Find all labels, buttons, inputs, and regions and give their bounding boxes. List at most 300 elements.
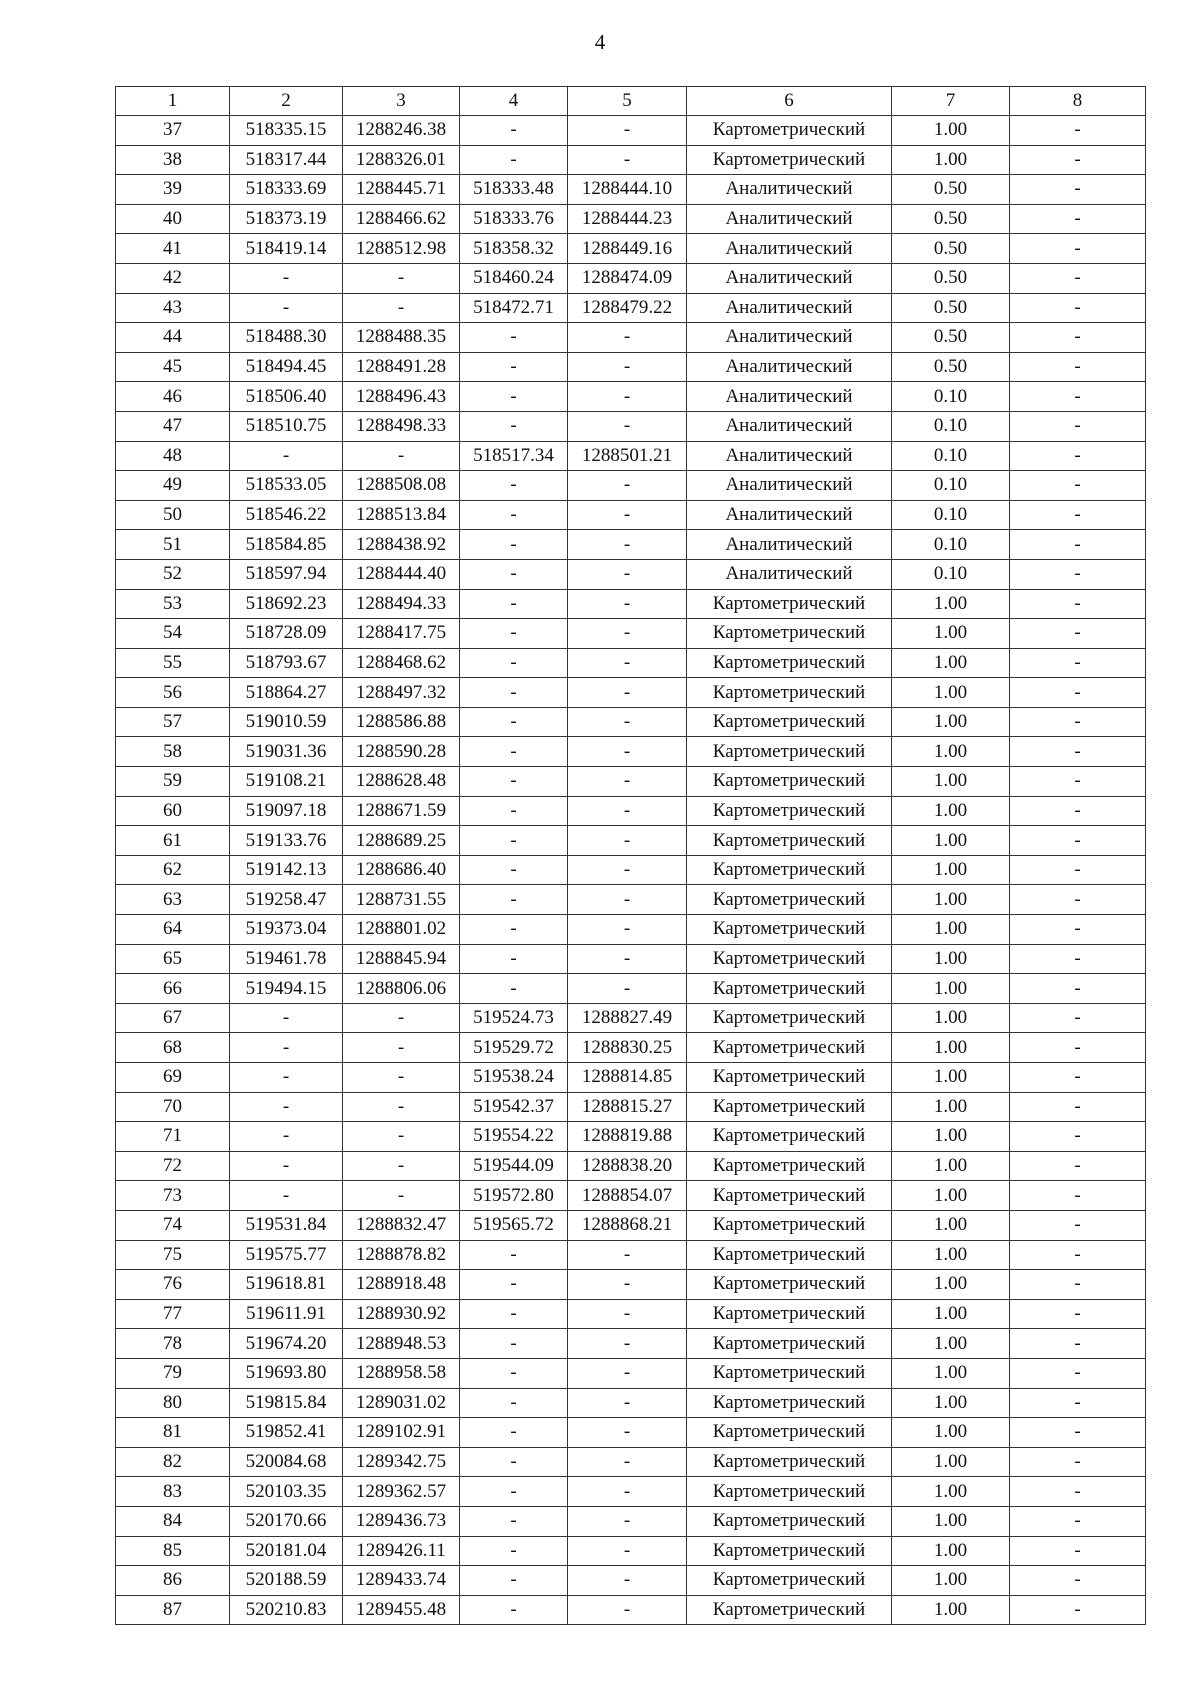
method-cell: Аналитический	[687, 234, 892, 264]
x-existing-cell: 518793.67	[230, 648, 343, 678]
y-existing-cell: 1288496.43	[343, 382, 460, 412]
x-new-cell: 519538.24	[460, 1063, 568, 1093]
x-existing-cell: 519097.18	[230, 796, 343, 826]
description-cell: -	[1010, 1506, 1146, 1536]
y-new-cell: -	[568, 352, 687, 382]
y-new-cell: -	[568, 648, 687, 678]
y-new-cell: -	[568, 944, 687, 974]
point-number-cell: 84	[116, 1506, 230, 1536]
accuracy-cell: 1.00	[892, 1447, 1010, 1477]
y-new-cell: -	[568, 1270, 687, 1300]
x-new-cell: -	[460, 648, 568, 678]
method-cell: Картометрический	[687, 974, 892, 1004]
y-existing-cell: 1288878.82	[343, 1240, 460, 1270]
x-existing-cell: 519142.13	[230, 855, 343, 885]
y-existing-cell: 1288806.06	[343, 974, 460, 1004]
x-existing-cell: 518597.94	[230, 559, 343, 589]
y-new-cell: -	[568, 589, 687, 619]
x-existing-cell: -	[230, 1063, 343, 1093]
y-existing-cell: 1288512.98	[343, 234, 460, 264]
x-new-cell: -	[460, 1477, 568, 1507]
description-cell: -	[1010, 589, 1146, 619]
point-number-cell: 65	[116, 944, 230, 974]
y-new-cell: -	[568, 885, 687, 915]
accuracy-cell: 1.00	[892, 974, 1010, 1004]
accuracy-cell: 1.00	[892, 1270, 1010, 1300]
x-new-cell: 519544.09	[460, 1151, 568, 1181]
x-new-cell: -	[460, 737, 568, 767]
accuracy-cell: 0.10	[892, 500, 1010, 530]
accuracy-cell: 0.50	[892, 352, 1010, 382]
y-existing-cell: 1288491.28	[343, 352, 460, 382]
x-existing-cell: 519693.80	[230, 1358, 343, 1388]
accuracy-cell: 0.50	[892, 323, 1010, 353]
x-existing-cell: 518506.40	[230, 382, 343, 412]
x-existing-cell: 519108.21	[230, 767, 343, 797]
table-row	[116, 1388, 1146, 1418]
method-cell: Аналитический	[687, 441, 892, 471]
method-cell: Картометрический	[687, 619, 892, 649]
description-cell: -	[1010, 323, 1146, 353]
method-cell: Картометрический	[687, 826, 892, 856]
accuracy-cell: 0.50	[892, 234, 1010, 264]
x-new-cell: 518517.34	[460, 441, 568, 471]
description-cell: -	[1010, 1210, 1146, 1240]
table-row	[116, 589, 1146, 619]
x-new-cell: 518460.24	[460, 263, 568, 293]
y-new-cell: -	[568, 1536, 687, 1566]
point-number-cell: 52	[116, 559, 230, 589]
accuracy-cell: 0.10	[892, 559, 1010, 589]
method-cell: Картометрический	[687, 1033, 892, 1063]
description-cell: -	[1010, 1270, 1146, 1300]
x-existing-cell: 518728.09	[230, 619, 343, 649]
x-existing-cell: 518373.19	[230, 204, 343, 234]
x-existing-cell: 520084.68	[230, 1447, 343, 1477]
table-row	[116, 885, 1146, 915]
point-number-cell: 75	[116, 1240, 230, 1270]
description-cell: -	[1010, 619, 1146, 649]
column-header: 2	[230, 87, 343, 116]
y-existing-cell: -	[343, 1033, 460, 1063]
x-existing-cell: 520188.59	[230, 1566, 343, 1596]
point-number-cell: 77	[116, 1299, 230, 1329]
description-cell: -	[1010, 530, 1146, 560]
description-cell: -	[1010, 293, 1146, 323]
y-new-cell: -	[568, 559, 687, 589]
x-existing-cell: 520210.83	[230, 1595, 343, 1625]
table-row	[116, 1566, 1146, 1596]
accuracy-cell: 1.00	[892, 1418, 1010, 1448]
accuracy-cell: 1.00	[892, 826, 1010, 856]
point-number-cell: 55	[116, 648, 230, 678]
x-existing-cell: 518510.75	[230, 411, 343, 441]
accuracy-cell: 1.00	[892, 1329, 1010, 1359]
x-new-cell: -	[460, 619, 568, 649]
description-cell: -	[1010, 1240, 1146, 1270]
y-new-cell: 1288827.49	[568, 1003, 687, 1033]
x-new-cell: -	[460, 1506, 568, 1536]
method-cell: Картометрический	[687, 1477, 892, 1507]
y-new-cell: 1288838.20	[568, 1151, 687, 1181]
description-cell: -	[1010, 1003, 1146, 1033]
description-cell: -	[1010, 707, 1146, 737]
y-new-cell: 1288444.23	[568, 204, 687, 234]
method-cell: Картометрический	[687, 796, 892, 826]
x-new-cell: -	[460, 471, 568, 501]
method-cell: Аналитический	[687, 323, 892, 353]
x-existing-cell: 519611.91	[230, 1299, 343, 1329]
y-existing-cell: -	[343, 1181, 460, 1211]
y-existing-cell: 1289436.73	[343, 1506, 460, 1536]
point-number-cell: 64	[116, 915, 230, 945]
accuracy-cell: 0.50	[892, 204, 1010, 234]
table-row	[116, 441, 1146, 471]
x-new-cell: -	[460, 411, 568, 441]
method-cell: Картометрический	[687, 1092, 892, 1122]
point-number-cell: 79	[116, 1358, 230, 1388]
x-new-cell: -	[460, 1358, 568, 1388]
table-row	[116, 1063, 1146, 1093]
y-existing-cell: 1288466.62	[343, 204, 460, 234]
y-existing-cell: 1288671.59	[343, 796, 460, 826]
x-existing-cell: 519133.76	[230, 826, 343, 856]
method-cell: Картометрический	[687, 116, 892, 146]
method-cell: Картометрический	[687, 1151, 892, 1181]
y-new-cell: -	[568, 826, 687, 856]
y-existing-cell: 1288508.08	[343, 471, 460, 501]
y-existing-cell: 1289433.74	[343, 1566, 460, 1596]
method-cell: Картометрический	[687, 1595, 892, 1625]
point-number-cell: 61	[116, 826, 230, 856]
y-existing-cell: 1288497.32	[343, 678, 460, 708]
method-cell: Картометрический	[687, 767, 892, 797]
x-existing-cell: 519852.41	[230, 1418, 343, 1448]
x-new-cell: -	[460, 1566, 568, 1596]
y-existing-cell: -	[343, 1092, 460, 1122]
accuracy-cell: 1.00	[892, 1063, 1010, 1093]
y-new-cell: -	[568, 974, 687, 1004]
table-row	[116, 1092, 1146, 1122]
accuracy-cell: 1.00	[892, 1092, 1010, 1122]
x-new-cell: -	[460, 1240, 568, 1270]
point-number-cell: 37	[116, 116, 230, 146]
description-cell: -	[1010, 1358, 1146, 1388]
method-cell: Картометрический	[687, 1418, 892, 1448]
accuracy-cell: 1.00	[892, 1595, 1010, 1625]
y-existing-cell: 1288326.01	[343, 145, 460, 175]
x-existing-cell: 518335.15	[230, 116, 343, 146]
x-new-cell: -	[460, 796, 568, 826]
y-existing-cell: 1288590.28	[343, 737, 460, 767]
x-existing-cell: -	[230, 1092, 343, 1122]
x-new-cell: -	[460, 382, 568, 412]
y-new-cell: 1288479.22	[568, 293, 687, 323]
y-new-cell: -	[568, 1329, 687, 1359]
y-existing-cell: 1288438.92	[343, 530, 460, 560]
table-row	[116, 1033, 1146, 1063]
description-cell: -	[1010, 1447, 1146, 1477]
x-existing-cell: 518494.45	[230, 352, 343, 382]
method-cell: Картометрический	[687, 1181, 892, 1211]
description-cell: -	[1010, 1063, 1146, 1093]
method-cell: Картометрический	[687, 737, 892, 767]
coordinates-table	[115, 86, 1146, 1625]
x-existing-cell: 519575.77	[230, 1240, 343, 1270]
accuracy-cell: 1.00	[892, 737, 1010, 767]
method-cell: Аналитический	[687, 263, 892, 293]
y-new-cell: 1288474.09	[568, 263, 687, 293]
point-number-cell: 57	[116, 707, 230, 737]
y-existing-cell: 1289031.02	[343, 1388, 460, 1418]
description-cell: -	[1010, 1329, 1146, 1359]
table-row	[116, 382, 1146, 412]
accuracy-cell: 1.00	[892, 1477, 1010, 1507]
point-number-cell: 72	[116, 1151, 230, 1181]
table-row	[116, 1299, 1146, 1329]
method-cell: Картометрический	[687, 1240, 892, 1270]
x-new-cell: 518333.76	[460, 204, 568, 234]
method-cell: Аналитический	[687, 471, 892, 501]
table-row	[116, 500, 1146, 530]
description-cell: -	[1010, 382, 1146, 412]
x-existing-cell: 518864.27	[230, 678, 343, 708]
x-new-cell: -	[460, 974, 568, 1004]
y-new-cell: 1288830.25	[568, 1033, 687, 1063]
x-existing-cell: -	[230, 1181, 343, 1211]
point-number-cell: 73	[116, 1181, 230, 1211]
table-row	[116, 826, 1146, 856]
y-new-cell: -	[568, 678, 687, 708]
x-new-cell: -	[460, 589, 568, 619]
y-new-cell: 1288854.07	[568, 1181, 687, 1211]
method-cell: Картометрический	[687, 1299, 892, 1329]
description-cell: -	[1010, 145, 1146, 175]
description-cell: -	[1010, 352, 1146, 382]
x-new-cell: -	[460, 323, 568, 353]
method-cell: Аналитический	[687, 293, 892, 323]
method-cell: Аналитический	[687, 530, 892, 560]
table-row	[116, 145, 1146, 175]
y-new-cell: -	[568, 1299, 687, 1329]
y-new-cell: -	[568, 411, 687, 441]
x-new-cell: -	[460, 1418, 568, 1448]
x-existing-cell: -	[230, 1003, 343, 1033]
y-new-cell: -	[568, 915, 687, 945]
y-new-cell: -	[568, 1595, 687, 1625]
point-number-cell: 60	[116, 796, 230, 826]
column-header: 5	[568, 87, 687, 116]
point-number-cell: 78	[116, 1329, 230, 1359]
y-existing-cell: -	[343, 1003, 460, 1033]
y-new-cell: -	[568, 500, 687, 530]
table-row	[116, 678, 1146, 708]
description-cell: -	[1010, 234, 1146, 264]
x-existing-cell: 519258.47	[230, 885, 343, 915]
point-number-cell: 62	[116, 855, 230, 885]
table-row	[116, 1358, 1146, 1388]
y-existing-cell: 1288444.40	[343, 559, 460, 589]
accuracy-cell: 1.00	[892, 1536, 1010, 1566]
point-number-cell: 59	[116, 767, 230, 797]
table-row	[116, 1003, 1146, 1033]
point-number-cell: 54	[116, 619, 230, 649]
y-new-cell: -	[568, 145, 687, 175]
x-existing-cell: 519815.84	[230, 1388, 343, 1418]
point-number-cell: 83	[116, 1477, 230, 1507]
y-new-cell: -	[568, 796, 687, 826]
method-cell: Картометрический	[687, 1506, 892, 1536]
point-number-cell: 80	[116, 1388, 230, 1418]
method-cell: Аналитический	[687, 175, 892, 205]
accuracy-cell: 1.00	[892, 1122, 1010, 1152]
x-existing-cell: 520170.66	[230, 1506, 343, 1536]
point-number-cell: 49	[116, 471, 230, 501]
y-new-cell: 1288444.10	[568, 175, 687, 205]
y-existing-cell: -	[343, 293, 460, 323]
x-new-cell: -	[460, 885, 568, 915]
table-row	[116, 767, 1146, 797]
description-cell: -	[1010, 1033, 1146, 1063]
point-number-cell: 51	[116, 530, 230, 560]
table-header-row	[116, 87, 1146, 116]
description-cell: -	[1010, 1151, 1146, 1181]
accuracy-cell: 1.00	[892, 678, 1010, 708]
accuracy-cell: 1.00	[892, 767, 1010, 797]
accuracy-cell: 1.00	[892, 915, 1010, 945]
description-cell: -	[1010, 767, 1146, 797]
y-existing-cell: 1288930.92	[343, 1299, 460, 1329]
y-new-cell: 1288814.85	[568, 1063, 687, 1093]
point-number-cell: 46	[116, 382, 230, 412]
y-existing-cell: 1288513.84	[343, 500, 460, 530]
x-new-cell: -	[460, 145, 568, 175]
description-cell: -	[1010, 263, 1146, 293]
point-number-cell: 53	[116, 589, 230, 619]
y-new-cell: -	[568, 1240, 687, 1270]
description-cell: -	[1010, 559, 1146, 589]
y-new-cell: -	[568, 323, 687, 353]
x-new-cell: -	[460, 116, 568, 146]
method-cell: Картометрический	[687, 1566, 892, 1596]
y-existing-cell: -	[343, 441, 460, 471]
description-cell: -	[1010, 1477, 1146, 1507]
x-new-cell: 518358.32	[460, 234, 568, 264]
y-new-cell: -	[568, 1418, 687, 1448]
method-cell: Картометрический	[687, 145, 892, 175]
method-cell: Аналитический	[687, 411, 892, 441]
x-new-cell: 519524.73	[460, 1003, 568, 1033]
x-new-cell: -	[460, 915, 568, 945]
description-cell: -	[1010, 1566, 1146, 1596]
y-new-cell: -	[568, 1477, 687, 1507]
point-number-cell: 86	[116, 1566, 230, 1596]
x-new-cell: -	[460, 855, 568, 885]
y-new-cell: -	[568, 767, 687, 797]
y-existing-cell: -	[343, 263, 460, 293]
description-cell: -	[1010, 471, 1146, 501]
y-existing-cell: 1289455.48	[343, 1595, 460, 1625]
x-existing-cell: 519674.20	[230, 1329, 343, 1359]
description-cell: -	[1010, 1418, 1146, 1448]
y-existing-cell: -	[343, 1151, 460, 1181]
point-number-cell: 41	[116, 234, 230, 264]
table-row	[116, 944, 1146, 974]
x-existing-cell: 520181.04	[230, 1536, 343, 1566]
accuracy-cell: 1.00	[892, 1210, 1010, 1240]
method-cell: Картометрический	[687, 944, 892, 974]
x-new-cell: -	[460, 1447, 568, 1477]
x-new-cell: 518472.71	[460, 293, 568, 323]
description-cell: -	[1010, 915, 1146, 945]
table-row	[116, 1210, 1146, 1240]
table-row	[116, 352, 1146, 382]
y-new-cell: 1288449.16	[568, 234, 687, 264]
description-cell: -	[1010, 1299, 1146, 1329]
y-new-cell: 1288815.27	[568, 1092, 687, 1122]
x-new-cell: 519542.37	[460, 1092, 568, 1122]
description-cell: -	[1010, 944, 1146, 974]
point-number-cell: 85	[116, 1536, 230, 1566]
point-number-cell: 74	[116, 1210, 230, 1240]
accuracy-cell: 1.00	[892, 1299, 1010, 1329]
description-cell: -	[1010, 855, 1146, 885]
y-new-cell: -	[568, 1447, 687, 1477]
method-cell: Картометрический	[687, 915, 892, 945]
x-new-cell: -	[460, 559, 568, 589]
point-number-cell: 38	[116, 145, 230, 175]
y-new-cell: -	[568, 707, 687, 737]
x-new-cell: -	[460, 678, 568, 708]
y-existing-cell: 1288445.71	[343, 175, 460, 205]
point-number-cell: 67	[116, 1003, 230, 1033]
table-row	[116, 559, 1146, 589]
table-row	[116, 1240, 1146, 1270]
x-new-cell: 519529.72	[460, 1033, 568, 1063]
y-existing-cell: 1288948.53	[343, 1329, 460, 1359]
description-cell: -	[1010, 175, 1146, 205]
x-new-cell: -	[460, 1536, 568, 1566]
point-number-cell: 43	[116, 293, 230, 323]
method-cell: Картометрический	[687, 1210, 892, 1240]
table-row	[116, 1595, 1146, 1625]
table-row	[116, 204, 1146, 234]
description-cell: -	[1010, 885, 1146, 915]
method-cell: Картометрический	[687, 707, 892, 737]
description-cell: -	[1010, 678, 1146, 708]
table-row	[116, 1536, 1146, 1566]
y-existing-cell: -	[343, 1063, 460, 1093]
point-number-cell: 47	[116, 411, 230, 441]
table-row	[116, 619, 1146, 649]
table-row	[116, 1181, 1146, 1211]
accuracy-cell: 1.00	[892, 145, 1010, 175]
x-new-cell: 519565.72	[460, 1210, 568, 1240]
table-row	[116, 855, 1146, 885]
accuracy-cell: 0.50	[892, 263, 1010, 293]
y-existing-cell: 1289426.11	[343, 1536, 460, 1566]
x-existing-cell: 518546.22	[230, 500, 343, 530]
y-existing-cell: 1288468.62	[343, 648, 460, 678]
x-existing-cell: 519494.15	[230, 974, 343, 1004]
method-cell: Аналитический	[687, 352, 892, 382]
x-existing-cell: 518317.44	[230, 145, 343, 175]
description-cell: -	[1010, 1595, 1146, 1625]
point-number-cell: 81	[116, 1418, 230, 1448]
table-row	[116, 737, 1146, 767]
accuracy-cell: 1.00	[892, 116, 1010, 146]
description-cell: -	[1010, 1388, 1146, 1418]
